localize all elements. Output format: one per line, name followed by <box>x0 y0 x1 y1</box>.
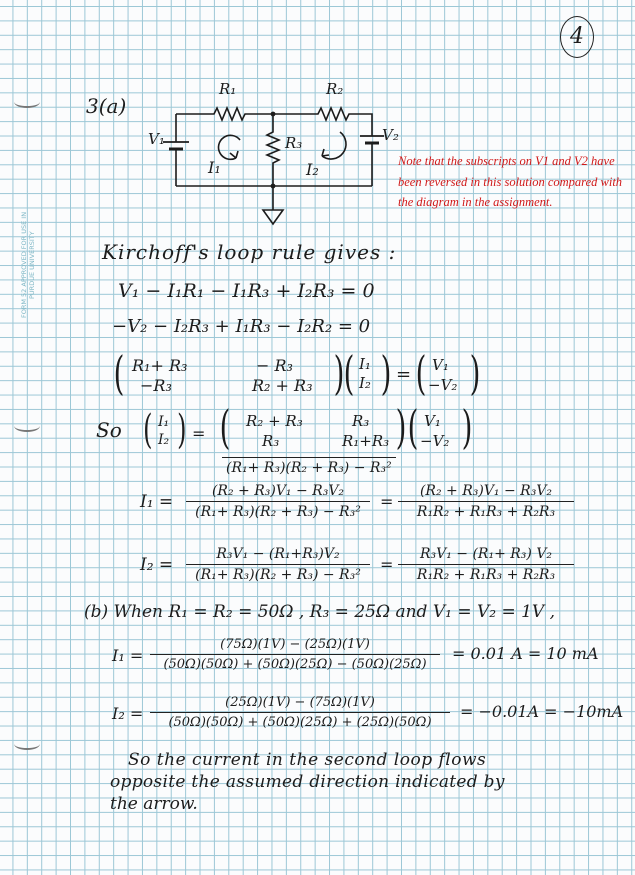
solution-v2: −V₂ <box>420 432 450 450</box>
i2-label: I₂ <box>306 160 319 179</box>
i1-denominator: (R₁+ R₃)(R₂ + R₃) − R₃² <box>195 504 361 520</box>
so-label: So <box>96 418 122 442</box>
matrix-r11: R₁+ R₃ <box>132 356 188 375</box>
determinant-fraction-bar <box>222 457 396 458</box>
i2-simplified-bar <box>398 564 574 565</box>
i1-fraction <box>186 483 370 520</box>
v1-label: V₁ <box>148 130 165 148</box>
voltage-vector-left-paren: ( <box>415 346 427 400</box>
inverse-21: R₃ <box>262 432 280 450</box>
conclusion-line-2: opposite the assumed direction indicated by <box>110 772 505 792</box>
current-vector-i1: I₁ <box>359 355 371 373</box>
i1-label: I₁ <box>208 158 221 177</box>
page-number: 4 <box>560 16 594 58</box>
b-i2-numerator: (25Ω)(1V) − (75Ω)(1V) <box>225 695 375 710</box>
conclusion-line-3: the arrow. <box>110 794 198 814</box>
b-i1-fraction <box>150 637 440 672</box>
i2-simplified-denominator: R₁R₂ + R₁R₃ + R₂R₃ <box>416 567 556 583</box>
loop-equation-2: −V₂ − I₂R₃ + I₁R₃ − I₂R₂ = 0 <box>112 316 371 337</box>
voltage-vector-right-paren: ) <box>469 346 481 400</box>
current-vector-left-paren: ( <box>343 346 355 400</box>
i2-numerator: R₃V₁ − (R₁+R₃)V₂ <box>216 546 340 562</box>
inverse-left-paren: ( <box>219 400 231 454</box>
voltage-vector-v2: −V₂ <box>428 376 458 394</box>
solution-i-left-paren: ( <box>143 407 153 453</box>
b-i2-result: = −0.01A = −10mA <box>460 702 624 721</box>
solution-v-right-paren: ) <box>461 400 473 454</box>
i1-numerator: (R₂ + R₃)V₁ − R₃V₂ <box>211 483 345 499</box>
inverse-22: R₁+R₃ <box>342 432 390 450</box>
matrix-r22: R₂ + R₃ <box>252 376 313 395</box>
i1-simplified-denominator: R₁R₂ + R₁R₃ + R₂R₃ <box>416 504 556 520</box>
r2-label: R₂ <box>326 80 344 98</box>
i2-denominator: (R₁+ R₃)(R₂ + R₃) − R₃² <box>195 567 361 583</box>
inverse-11: R₂ + R₃ <box>246 412 303 430</box>
i2-fraction-bar <box>186 564 370 565</box>
i1-fraction-bar <box>186 501 370 502</box>
inverse-right-paren: ) <box>395 400 407 454</box>
inverse-12: R₃ <box>352 412 370 430</box>
b-i1-numerator: (75Ω)(1V) − (25Ω)(1V) <box>220 637 370 652</box>
i1-simplified-fraction <box>398 483 574 520</box>
conclusion-line-1: So the current in the second loop flows <box>128 750 487 770</box>
i1-equals: = <box>380 492 394 511</box>
voltage-vector-v1: V₁ <box>432 356 449 374</box>
matrix-right-paren: ) <box>333 346 345 400</box>
matrix-r12: − R₃ <box>256 356 293 375</box>
university-stamp: FORM 52 APPROVED FOR USE IN PURDUE UNIVERSITY <box>20 211 36 319</box>
part-b-conditions: (b) When R₁ = R₂ = 50Ω , R₃ = 25Ω and V₁ = V₂ = 1V , <box>84 602 556 622</box>
b-i2-lhs: I₂ = <box>112 704 144 723</box>
problem-label: 3(a) <box>86 94 127 118</box>
r1-label: R₁ <box>219 80 237 98</box>
b-i1-result: = 0.01 A = 10 mA <box>452 644 599 663</box>
b-i1-fraction-bar <box>150 654 440 655</box>
solution-i2: I₂ <box>158 432 170 448</box>
b-i2-denominator: (50Ω)(50Ω) + (50Ω)(25Ω) + (25Ω)(50Ω) <box>168 715 432 730</box>
solution-i1: I₁ <box>158 414 170 430</box>
solution-v1: V₁ <box>424 412 441 430</box>
matrix-equals: = <box>396 364 412 385</box>
b-i1-lhs: I₁ = <box>112 646 144 665</box>
i2-lhs: I₂ = <box>140 555 174 575</box>
i2-simplified-numerator: R₃V₁ − (R₁+ R₃) V₂ <box>419 546 553 562</box>
i1-simplified-numerator: (R₂ + R₃)V₁ − R₃V₂ <box>419 483 553 499</box>
kirchoff-heading: Kirchoff's loop rule gives : <box>102 240 397 264</box>
r3-label: R₃ <box>285 134 303 152</box>
i1-simplified-bar <box>398 501 574 502</box>
subscript-note: Note that the subscripts on V1 and V2 have been reversed in this solution compared with the diagram in the assignment. <box>398 154 623 209</box>
current-vector-i2: I₂ <box>359 374 371 392</box>
solution-v-left-paren: ( <box>407 400 419 454</box>
i2-equals: = <box>380 555 394 574</box>
b-i1-denominator: (50Ω)(50Ω) + (50Ω)(25Ω) − (50Ω)(25Ω) <box>163 657 427 672</box>
loop-equation-1: V₁ − I₁R₁ − I₁R₃ + I₂R₃ = 0 <box>118 280 375 302</box>
i1-lhs: I₁ = <box>140 492 174 512</box>
solution-equals: = <box>192 424 206 443</box>
determinant: (R₁+ R₃)(R₂ + R₃) − R₃² <box>226 460 392 476</box>
matrix-left-paren: ( <box>113 346 125 400</box>
i2-fraction <box>186 546 370 583</box>
solution-i-right-paren: ) <box>177 407 187 453</box>
i2-simplified-fraction <box>398 546 574 583</box>
b-i2-fraction-bar <box>150 712 450 713</box>
v2-label: V₂ <box>382 126 399 144</box>
matrix-r21: −R₃ <box>140 376 172 395</box>
b-i2-fraction <box>150 695 450 730</box>
current-vector-right-paren: ) <box>380 346 392 400</box>
